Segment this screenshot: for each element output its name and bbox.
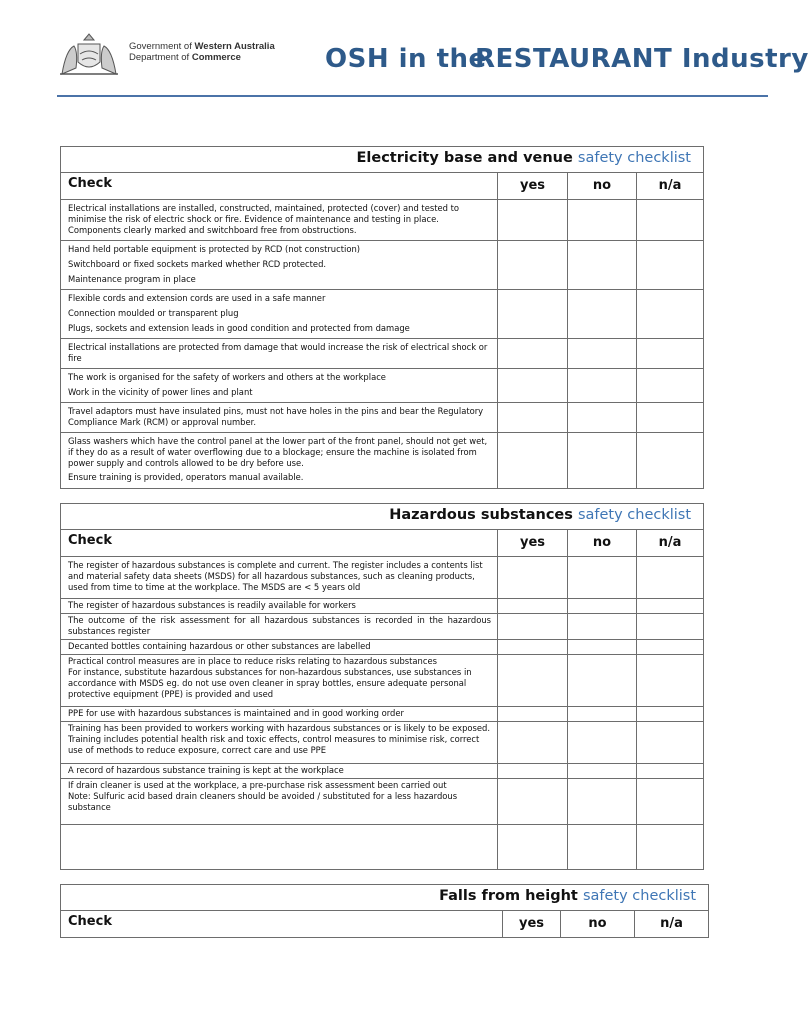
na-checkbox-cell[interactable] xyxy=(637,599,704,614)
row-text: Maintenance program in place xyxy=(68,274,196,284)
coat-of-arms-icon xyxy=(56,30,122,78)
table-row xyxy=(61,825,498,870)
row-text: Ensure training is provided, operators manual available. xyxy=(68,472,304,482)
na-checkbox-cell[interactable] xyxy=(637,825,704,870)
yes-checkbox-cell[interactable] xyxy=(498,655,568,707)
no-checkbox-cell[interactable] xyxy=(568,722,637,764)
org-line1-prefix: Government of xyxy=(129,41,195,52)
na-checkbox-cell[interactable] xyxy=(637,640,704,655)
yes-checkbox-cell[interactable] xyxy=(498,599,568,614)
falls-col-na: n/a xyxy=(635,911,709,938)
no-checkbox-cell[interactable] xyxy=(568,825,637,870)
hazardous-col-yes: yes xyxy=(498,530,568,557)
na-checkbox-cell[interactable] xyxy=(637,655,704,707)
falls-heading xyxy=(61,885,709,911)
row-text: Decanted bottles containing hazardous or other substances are labelled xyxy=(68,641,371,651)
no-checkbox-cell[interactable] xyxy=(568,614,637,640)
hazardous-col-no: no xyxy=(568,530,637,557)
no-checkbox-cell[interactable] xyxy=(568,640,637,655)
yes-checkbox-cell[interactable] xyxy=(498,433,568,489)
no-checkbox-cell[interactable] xyxy=(568,655,637,707)
no-checkbox-cell[interactable] xyxy=(568,403,637,433)
no-checkbox-cell[interactable] xyxy=(568,764,637,779)
title-main: OSH in the xyxy=(325,44,487,74)
falls-checklist-table xyxy=(60,884,709,938)
org-line1-bold: Western Australia xyxy=(194,41,275,52)
yes-checkbox-cell[interactable] xyxy=(498,722,568,764)
table-row xyxy=(61,764,498,779)
row-text: If drain cleaner is used at the workplace, a pre-purchase risk assessment been carried out xyxy=(68,780,447,790)
table-row xyxy=(61,614,498,640)
row-text: A record of hazardous substance training is kept at the workplace xyxy=(68,765,344,775)
header-divider xyxy=(57,95,768,97)
hazardous-heading-sub: safety checklist xyxy=(577,507,692,523)
table-row xyxy=(61,403,498,433)
yes-checkbox-cell[interactable] xyxy=(498,369,568,403)
hazardous-col-na: n/a xyxy=(637,530,704,557)
row-text: The work is organised for the safety of workers and others at the workplace xyxy=(68,372,386,382)
yes-checkbox-cell[interactable] xyxy=(498,779,568,825)
table-row xyxy=(61,655,498,707)
no-checkbox-cell[interactable] xyxy=(568,779,637,825)
falls-col-no: no xyxy=(561,911,635,938)
no-checkbox-cell[interactable] xyxy=(568,599,637,614)
hazardous-checklist-table xyxy=(60,503,704,870)
hazardous-col-check: Check xyxy=(61,530,498,557)
yes-checkbox-cell[interactable] xyxy=(498,290,568,339)
row-text: Travel adaptors must have insulated pins, must not have holes in the pins and bear the Regulatory Compliance Mark (RCM) or approval number. xyxy=(68,406,484,427)
electricity-col-no: no xyxy=(568,173,637,200)
org-line2-bold: Commerce xyxy=(191,52,241,63)
org-line2-prefix: Department of xyxy=(129,52,192,63)
falls-col-yes: yes xyxy=(503,911,561,938)
row-text: Training has been provided to workers working with hazardous substances or is likely to be exposed. Training includes potential health risk and toxic effects, control measures to minimise risk, correct use of methods to reduce exposure, correct care and use PPE xyxy=(68,723,491,755)
electricity-col-na: n/a xyxy=(637,173,704,200)
no-checkbox-cell[interactable] xyxy=(568,290,637,339)
row-text: Practical control measures are in place to reduce risks relating to hazardous substances xyxy=(68,656,437,666)
electricity-heading xyxy=(61,147,704,173)
row-text: The register of hazardous substances is readily available for workers xyxy=(68,600,356,610)
falls-heading-sub: safety checklist xyxy=(582,888,697,904)
row-text: For instance, substitute hazardous substances for non-hazardous substances, use substances in accordance with MSDS eg. do not use oven cleaner in spray bottles, ensure adequate personal protective equipment (PPE) is provided and used xyxy=(68,667,472,699)
na-checkbox-cell[interactable] xyxy=(637,290,704,339)
yes-checkbox-cell[interactable] xyxy=(498,241,568,290)
table-row xyxy=(61,433,498,489)
no-checkbox-cell[interactable] xyxy=(568,707,637,722)
electricity-heading-text: Electricity base and venue xyxy=(356,150,573,166)
no-checkbox-cell[interactable] xyxy=(568,339,637,369)
no-checkbox-cell[interactable] xyxy=(568,557,637,599)
table-row xyxy=(61,369,498,403)
na-checkbox-cell[interactable] xyxy=(637,369,704,403)
electricity-col-check: Check xyxy=(61,173,498,200)
table-row xyxy=(61,200,498,241)
page-title xyxy=(325,44,809,84)
title-overlay: RESTAURANT Industry xyxy=(475,44,809,74)
electricity-col-yes: yes xyxy=(498,173,568,200)
na-checkbox-cell[interactable] xyxy=(637,339,704,369)
row-text: PPE for use with hazardous substances is maintained and in good working order xyxy=(68,708,404,718)
table-row xyxy=(61,241,498,290)
na-checkbox-cell[interactable] xyxy=(637,557,704,599)
organisation-name xyxy=(129,41,275,63)
na-checkbox-cell[interactable] xyxy=(637,433,704,489)
table-row xyxy=(61,779,498,825)
table-row xyxy=(61,290,498,339)
yes-checkbox-cell[interactable] xyxy=(498,640,568,655)
row-text: The outcome of the risk assessment for all hazardous substances is recorded in the hazardous substances register xyxy=(68,615,491,636)
no-checkbox-cell[interactable] xyxy=(568,369,637,403)
row-text: Plugs, sockets and extension leads in good condition and protected from damage xyxy=(68,323,410,333)
hazardous-heading xyxy=(61,504,704,530)
no-checkbox-cell[interactable] xyxy=(568,241,637,290)
table-row xyxy=(61,599,498,614)
na-checkbox-cell[interactable] xyxy=(637,200,704,241)
na-checkbox-cell[interactable] xyxy=(637,722,704,764)
row-text: Connection moulded or transparent plug xyxy=(68,308,239,318)
no-checkbox-cell[interactable] xyxy=(568,200,637,241)
row-text: Note: Sulfuric acid based drain cleaners should be avoided / substituted for a less hazardous substance xyxy=(68,791,458,812)
yes-checkbox-cell[interactable] xyxy=(498,339,568,369)
table-row xyxy=(61,339,498,369)
row-text: Glass washers which have the control panel at the lower part of the front panel, should not get wet, if they do as a result of water overflowing due to a blockage; ensure the machine is isolated from power supply and controls allowed to be dry before use. xyxy=(68,436,488,468)
table-row xyxy=(61,707,498,722)
row-text: Flexible cords and extension cords are used in a safe manner xyxy=(68,293,326,303)
row-text: Electrical installations are protected from damage that would increase the risk of electrical shock or fire xyxy=(68,342,488,363)
row-text: Hand held portable equipment is protected by RCD (not construction) xyxy=(68,244,361,254)
yes-checkbox-cell[interactable] xyxy=(498,707,568,722)
electricity-checklist-table xyxy=(60,146,704,489)
yes-checkbox-cell[interactable] xyxy=(498,764,568,779)
row-text: Switchboard or fixed sockets marked whether RCD protected. xyxy=(68,259,327,269)
electricity-heading-sub: safety checklist xyxy=(577,150,691,166)
falls-heading-text: Falls from height xyxy=(439,888,578,904)
row-text: Work in the vicinity of power lines and plant xyxy=(68,387,253,397)
table-row xyxy=(61,722,498,764)
na-checkbox-cell[interactable] xyxy=(637,764,704,779)
hazardous-heading-text: Hazardous substances xyxy=(389,507,573,523)
yes-checkbox-cell[interactable] xyxy=(498,614,568,640)
row-text: Electrical installations are installed, constructed, maintained, protected (cover) and tested to minimise the risk of electric shock or fire. Evidence of maintenance and testing in place. Components clearly marked and switchboard free from obstructions. xyxy=(68,203,460,235)
na-checkbox-cell[interactable] xyxy=(637,779,704,825)
row-text: The register of hazardous substances is complete and current. The register includes a contents list and material safety data sheets (MSDS) for all hazardous substances, such as cleaning products, used from time to time at the workplace. The MSDS are < 5 years old xyxy=(68,560,483,592)
table-row xyxy=(61,557,498,599)
na-checkbox-cell[interactable] xyxy=(637,403,704,433)
no-checkbox-cell[interactable] xyxy=(568,433,637,489)
yes-checkbox-cell[interactable] xyxy=(498,557,568,599)
yes-checkbox-cell[interactable] xyxy=(498,200,568,241)
na-checkbox-cell[interactable] xyxy=(637,241,704,290)
yes-checkbox-cell[interactable] xyxy=(498,403,568,433)
yes-checkbox-cell[interactable] xyxy=(498,825,568,870)
page-header xyxy=(0,0,809,100)
falls-col-check: Check xyxy=(61,911,503,938)
table-row xyxy=(61,640,498,655)
na-checkbox-cell[interactable] xyxy=(637,707,704,722)
na-checkbox-cell[interactable] xyxy=(637,614,704,640)
